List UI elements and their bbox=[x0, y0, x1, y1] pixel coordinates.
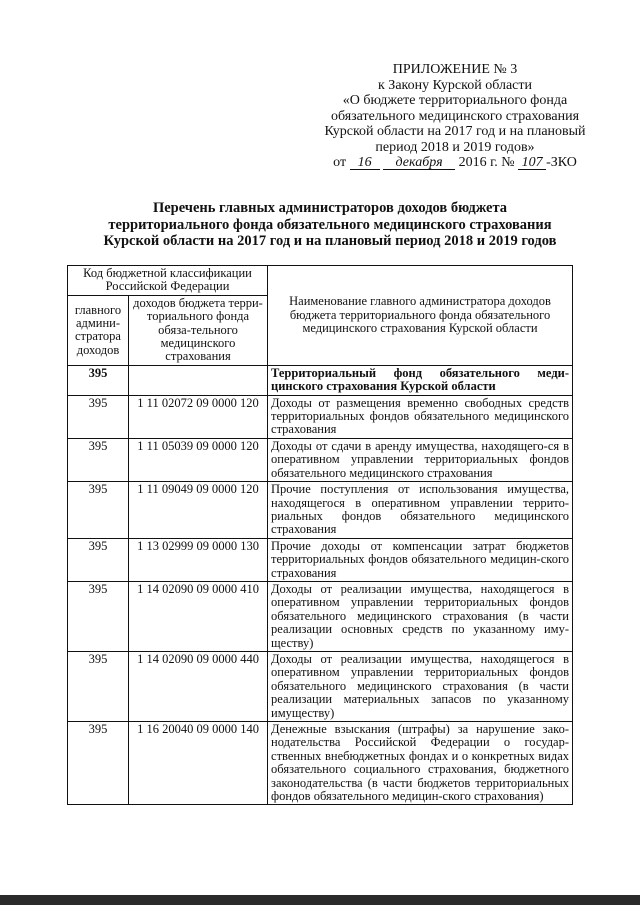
admin-empty-cell bbox=[129, 365, 268, 395]
appendix-number: ПРИЛОЖЕНИЕ № 3 bbox=[392, 62, 518, 77]
document-title bbox=[60, 200, 600, 250]
row-income-code: 1 14 02090 09 0000 410 bbox=[129, 581, 268, 651]
admin-name: Территориальный фонд обязательного меди-цинского страхования Курской области bbox=[268, 365, 573, 395]
row-admin-code: 395 bbox=[68, 722, 129, 805]
appendix-law-ref: к Закону Курской области bbox=[378, 77, 532, 93]
row-income-code: 1 11 05039 09 0000 120 bbox=[129, 438, 268, 481]
law-number: 107 bbox=[518, 156, 546, 170]
table-row bbox=[68, 438, 573, 481]
title-line-2: территориального фонда обязательного медицинского страхования bbox=[108, 216, 552, 233]
row-income-name: Доходы от размещения временно свободных средств территориальных фондов обязательного медицинского страхования bbox=[268, 395, 573, 438]
date-prefix: от bbox=[333, 155, 347, 170]
row-income-code: 1 11 02072 09 0000 120 bbox=[129, 395, 268, 438]
row-income-name: Прочие поступления от использования имущества, находящегося в оперативном управлении террито-риальных фондов обязательного медицинского страхования bbox=[268, 482, 573, 539]
appendix-law-title-3: Курской области на 2017 год и на плановый bbox=[324, 124, 586, 139]
row-income-code: 1 16 20040 09 0000 140 bbox=[129, 722, 268, 805]
table-row bbox=[68, 651, 573, 721]
table-row bbox=[68, 581, 573, 651]
administrators-table bbox=[67, 265, 573, 805]
header-code-group: Код бюджетной классификации Российской Федерации bbox=[68, 266, 268, 296]
table-row bbox=[68, 482, 573, 539]
row-income-name: Доходы от реализации имущества, находящегося в оперативном управлении территориальных фондов обязательного медицинского страхования (в части реализации материальных запасов по указанному имуществу) bbox=[268, 651, 573, 721]
date-month: декабря bbox=[383, 156, 455, 170]
scan-bottom-edge bbox=[0, 895, 640, 905]
table-row bbox=[68, 722, 573, 805]
table-row bbox=[68, 395, 573, 438]
row-admin-code: 395 bbox=[68, 395, 129, 438]
row-income-code: 1 13 02999 09 0000 130 bbox=[129, 538, 268, 581]
row-income-code: 1 11 09049 09 0000 120 bbox=[129, 482, 268, 539]
table-header-row bbox=[68, 266, 573, 296]
appendix-block bbox=[280, 62, 630, 171]
header-col-name: Наименование главного администратора доходов бюджета территориального фонда обязательного медицинского страхования Курской области bbox=[268, 266, 573, 366]
appendix-law-title-2: обязательного медицинского страхования bbox=[330, 108, 580, 124]
row-income-name: Доходы от реализации имущества, находящегося в оперативном управлении территориальных фондов обязательного медицинского страхования (в части реализации основных средств по указанному иму-ществу) bbox=[268, 581, 573, 651]
date-year: 2016 г. № bbox=[458, 155, 515, 170]
appendix-date-line bbox=[280, 155, 630, 171]
row-admin-code: 395 bbox=[68, 482, 129, 539]
row-admin-code: 395 bbox=[68, 581, 129, 651]
header-col-income: доходов бюджета терри-ториального фонда обяза-тельного медицинского страхования bbox=[129, 295, 268, 365]
title-line-3: Курской области на 2017 год и на плановый период 2018 и 2019 годов bbox=[103, 233, 557, 249]
row-income-name: Прочие доходы от компенсации затрат бюджетов территориальных фондов обязательного медицин-ского страхования bbox=[268, 538, 573, 581]
title-line-1: Перечень главных администраторов доходов бюджета bbox=[152, 200, 508, 216]
row-admin-code: 395 bbox=[68, 538, 129, 581]
appendix-law-title-4: период 2018 и 2019 годов» bbox=[375, 139, 535, 155]
row-income-name: Денежные взыскания (штрафы) за нарушение зако-нодательства Российской Федерации о государ-ственных внебюджетных фондах и о конкретных видах обязательного социального страхования, бюджетного законодательства (в части бюджетов территориальных фондов обязательного медицин-ского страхования) bbox=[268, 722, 573, 805]
row-admin-code: 395 bbox=[68, 651, 129, 721]
header-col-admin: главного админи-стратора доходов bbox=[68, 295, 129, 365]
row-income-name: Доходы от сдачи в аренду имущества, находящего-ся в оперативном управлении территориальных фондов обязательного медицинского страхования bbox=[268, 438, 573, 481]
date-day: 16 bbox=[350, 156, 380, 170]
row-income-code: 1 14 02090 09 0000 440 bbox=[129, 651, 268, 721]
law-suffix: -ЗКО bbox=[546, 155, 577, 170]
appendix-law-title-1: «О бюджете территориального фонда bbox=[342, 93, 568, 108]
row-admin-code: 395 bbox=[68, 438, 129, 481]
table-row bbox=[68, 538, 573, 581]
admin-row bbox=[68, 365, 573, 395]
admin-code: 395 bbox=[68, 365, 129, 395]
